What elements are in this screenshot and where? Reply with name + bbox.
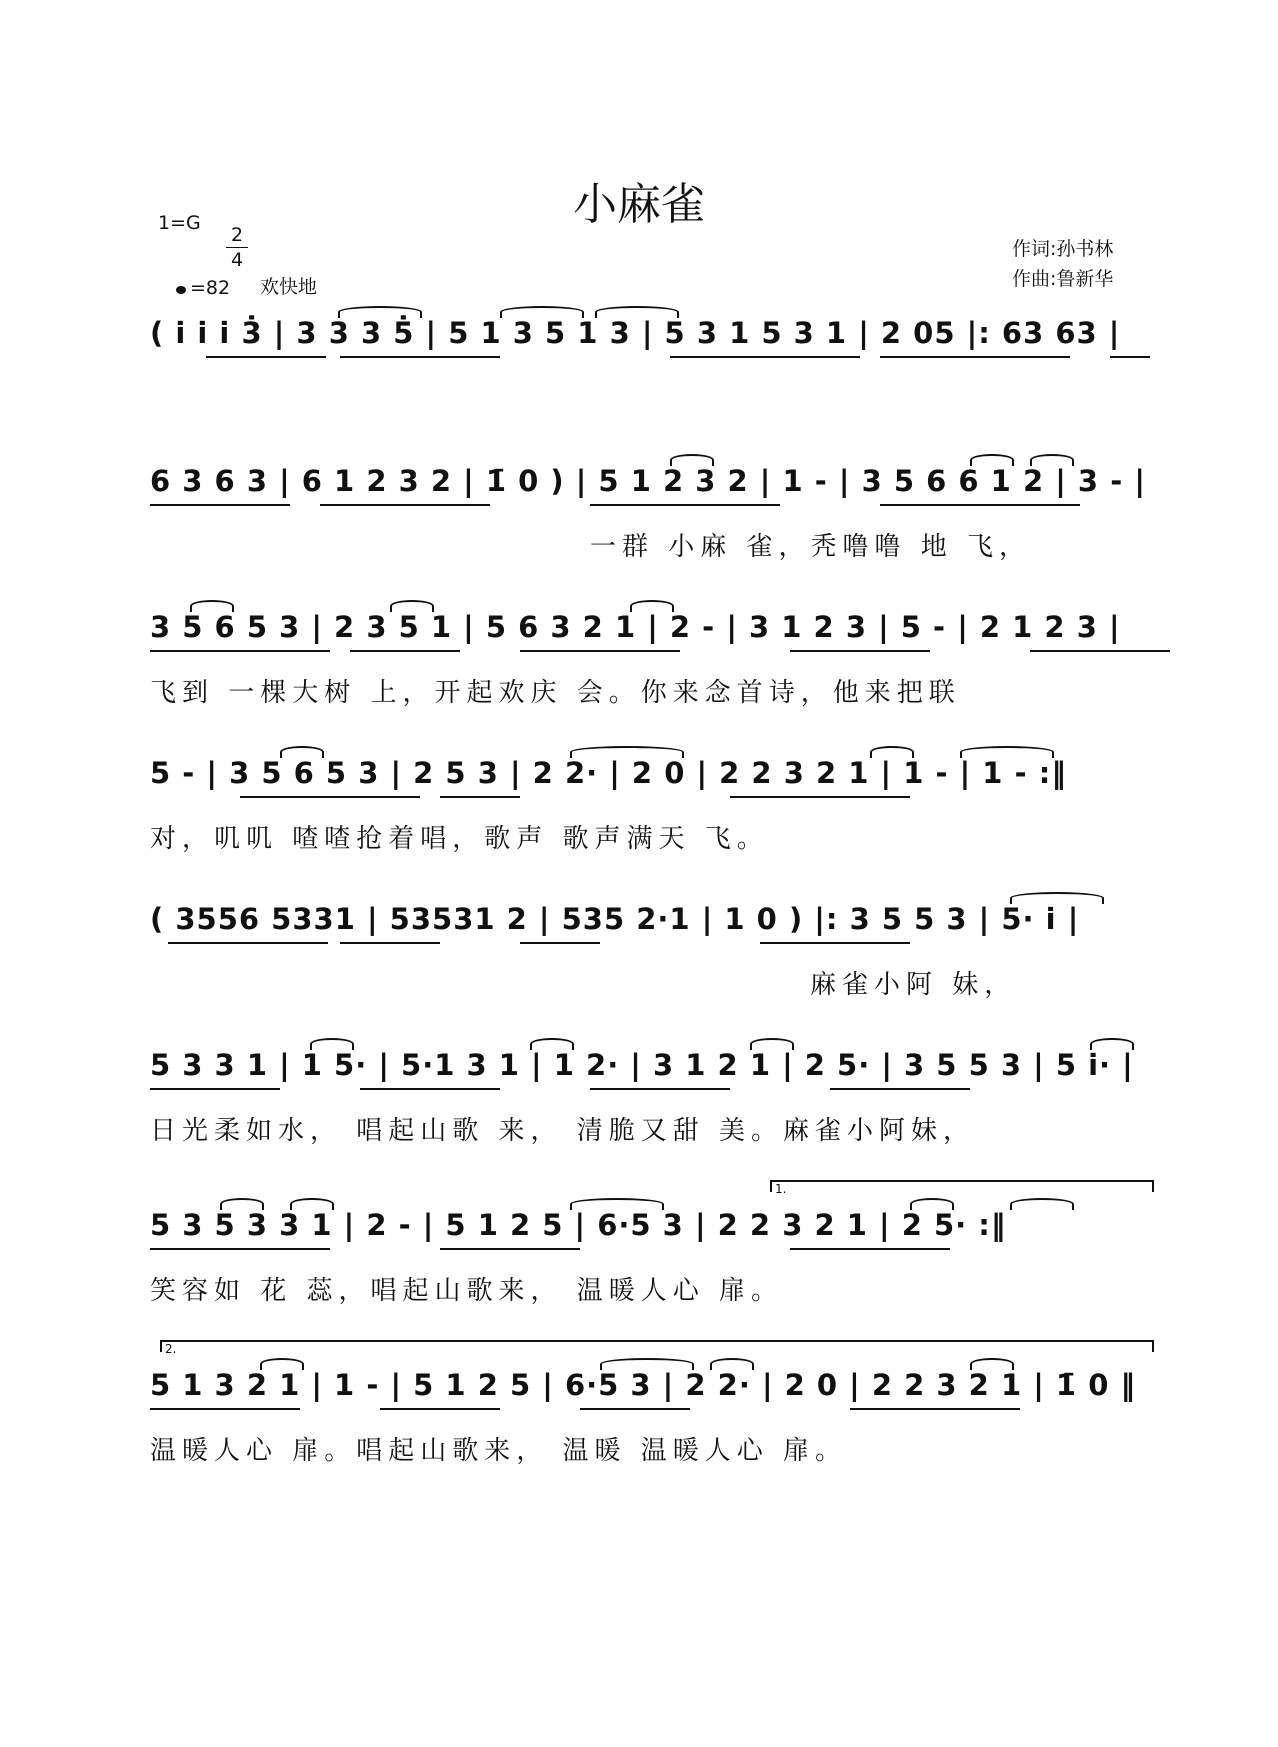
time-signature: [226, 224, 248, 271]
beam: [1030, 650, 1170, 652]
slur: [750, 1038, 794, 1050]
slur: [338, 306, 422, 318]
time-signature-bar: [226, 247, 248, 248]
slur: [870, 746, 914, 758]
slur: [260, 1358, 304, 1370]
slur: [630, 600, 674, 612]
second-ending-number: 2.: [165, 1342, 177, 1356]
slur: [1090, 1038, 1134, 1050]
notation-line-3: 3 5 6 5 3 | 2 3 5 1 | 5 6 3 2 1 | 2 - | 3 1 2 3 | 5 - | 2 1 2 3 |: [150, 610, 1121, 644]
notation-line-2: 6 3 6 3 | 6 1 2 3 2 | 1̄ 0 ) | 5 1 2 3 2 | 1 - | 3 5 6 6 1 2 | 3 - |: [150, 464, 1146, 498]
lyric-line-6: 日光柔如水， 唱起山歌 来， 清脆又甜 美。麻雀小阿妹，: [150, 1116, 976, 1146]
beam: [206, 356, 326, 358]
song-title: 小麻雀: [573, 179, 705, 230]
slur: [960, 746, 1054, 758]
beam: [350, 650, 460, 652]
beam: [340, 942, 440, 944]
beam: [790, 650, 930, 652]
slur: [280, 746, 324, 758]
beam: [150, 504, 290, 506]
slur: [910, 1198, 954, 1210]
beam: [850, 1408, 1020, 1410]
lyric-line-4: 对，叽叽 喳喳抢着唱，歌声 歌声满天 飞。: [150, 824, 769, 854]
notation-line-6: 5 3 3 1 | 1 5· | 5·1 3 1 | 1 2· | 3 1 2 1 | 2 5· | 3 5 5 3 | 5 i̇· |: [150, 1048, 1134, 1082]
slur: [1010, 1198, 1074, 1210]
slur: [1010, 892, 1104, 904]
second-ending-bracket: [160, 1340, 1154, 1352]
lyric-line-5: 麻雀小阿 妹，: [810, 970, 1017, 1000]
beam: [520, 650, 680, 652]
beam: [830, 1088, 970, 1090]
beam: [340, 356, 500, 358]
beam: [360, 1088, 500, 1090]
beam: [150, 1088, 280, 1090]
notation-line-1: ( i̇ i̇ i̇ 3̇ | 3 3 3 5̇ | 5 1 3 5 1 3 | 5 3 1 5 3 1 | 2 05 |: 63 63 |: [150, 316, 1121, 350]
slur: [595, 306, 679, 318]
slur: [970, 454, 1014, 466]
beam: [150, 650, 330, 652]
beam: [440, 796, 520, 798]
lyric-line-8: 温暖人心 扉。唱起山歌来， 温暖 温暖人心 扉。: [150, 1436, 848, 1466]
slur: [710, 1358, 754, 1370]
notation-line-8: 5 1 3 2 1 | 1 - | 5 1 2 5 | 6·5 3 | 2 2· | 2 0 | 2 2 3 2 1 | 1̄ 0 ‖: [150, 1368, 1136, 1402]
beam: [320, 504, 490, 506]
lyricist: 作词:孙书林: [1012, 238, 1114, 260]
notation-line-4: 5 - | 3 5 6 5 3 | 2 5 3 | 2 2· | 2 0 | 2 2 3 2 1 | 1 - | 1 - :‖: [150, 756, 1067, 790]
notation-line-7: 5 3 5 3 3 1 | 2 - | 5 1 2 5 | 6·5 3 | 2 2 3 2 1 | 2 5· :‖: [150, 1208, 1007, 1242]
beam: [150, 1408, 300, 1410]
slur: [220, 1198, 264, 1210]
key-signature: 1=G: [158, 212, 201, 234]
time-signature-bottom: 4: [230, 249, 244, 271]
slur: [970, 1358, 1014, 1370]
slur: [530, 1038, 574, 1050]
beam: [150, 1248, 330, 1250]
beam: [730, 796, 910, 798]
beam: [760, 942, 910, 944]
slur: [390, 600, 434, 612]
beam: [590, 1088, 730, 1090]
notation-line-5: ( 3556 5331 | 53531 2 | 535 2·1 | 1 0 ) |: 3 5 5 3 | 5· i̇ |: [150, 902, 1080, 936]
beam: [240, 796, 420, 798]
first-ending-number: 1.: [775, 1182, 787, 1196]
first-ending-bracket: [770, 1180, 1154, 1192]
beam: [580, 1408, 690, 1410]
quarter-note-icon: [176, 286, 186, 294]
slur: [310, 1038, 354, 1050]
lyric-line-3: 飞到 一棵大树 上，开起欢庆 会。你来念首诗，他来把联: [150, 678, 961, 708]
beam: [880, 356, 1070, 358]
slur: [600, 1358, 694, 1370]
time-signature-top: 2: [230, 224, 244, 246]
composer: 作曲:鲁新华: [1012, 268, 1114, 290]
beam: [440, 1248, 580, 1250]
expression-mark: 欢快地: [260, 276, 318, 298]
slur: [1030, 454, 1074, 466]
slur: [670, 454, 714, 466]
tempo-mark: =82: [190, 277, 231, 299]
slur: [500, 306, 584, 318]
beam: [790, 1248, 950, 1250]
slur: [570, 1198, 664, 1210]
beam: [380, 1408, 500, 1410]
beam: [1110, 356, 1150, 358]
beam: [520, 942, 600, 944]
beam: [590, 504, 780, 506]
beam: [880, 504, 1080, 506]
beam: [670, 356, 860, 358]
lyric-line-7: 笑容如 花 蕊，唱起山歌来， 温暖人心 扉。: [150, 1276, 784, 1306]
slur: [290, 1198, 334, 1210]
lyric-line-2: 一群 小麻 雀，秃噜噜 地 飞，: [590, 532, 1032, 562]
slur: [570, 746, 684, 758]
beam: [168, 942, 328, 944]
credits: [1012, 234, 1113, 294]
slur: [190, 600, 234, 612]
